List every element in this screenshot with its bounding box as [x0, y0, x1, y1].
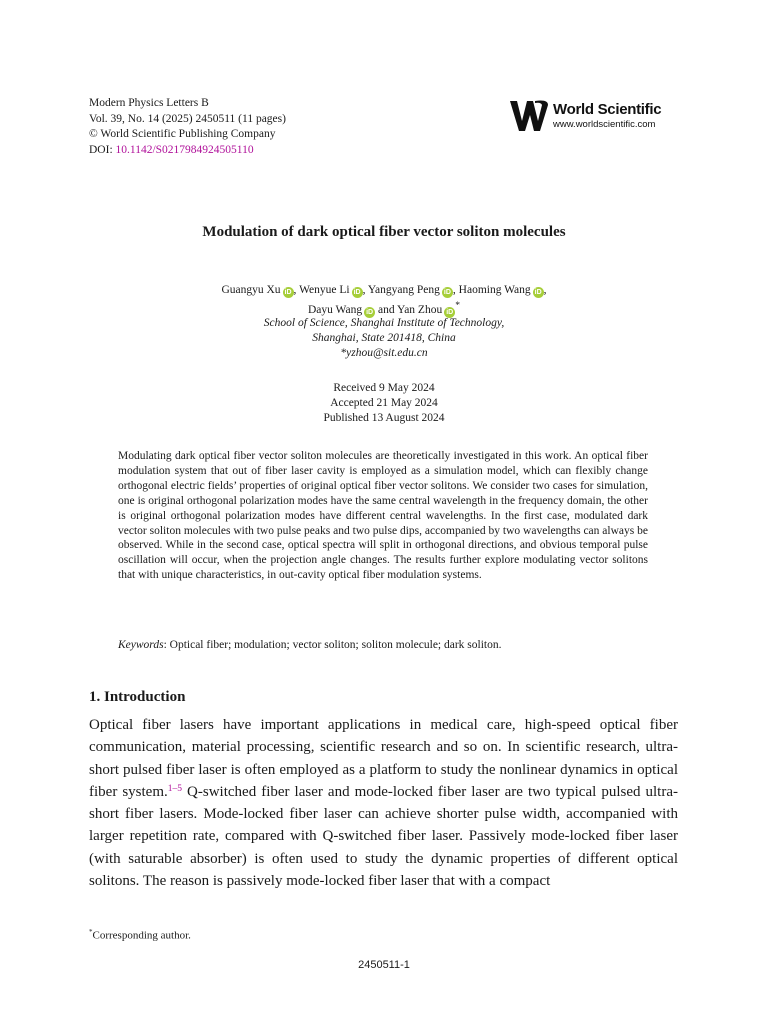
orcid-icon[interactable]: iD — [353, 289, 361, 296]
affiliation-line-2: Shanghai, State 201418, China — [312, 332, 456, 344]
logo-url: www.worldscientific.com — [553, 119, 656, 130]
affiliation-email: *yzhou@sit.edu.cn — [340, 347, 428, 359]
date-published: Published 13 August 2024 — [323, 412, 445, 424]
journal-name: Modern Physics Letters B — [89, 97, 209, 109]
corresponding-mark: * — [455, 300, 461, 311]
introduction-body — [89, 714, 678, 892]
journal-header — [89, 96, 286, 158]
world-scientific-logo-mark — [508, 99, 550, 133]
orcid-icon[interactable]: iD — [446, 308, 454, 316]
affiliation — [0, 316, 768, 361]
footnote-mark: * — [89, 928, 93, 936]
keywords — [118, 638, 648, 653]
publication-dates — [0, 381, 768, 426]
page-number: 2450511-1 — [358, 959, 410, 971]
footnote — [89, 928, 191, 942]
intro-text-1: Optical fiber lasers have important applications in medical care, high-speed optical fiber communication, material processing, scientific research and so on. In scientific research, ultra-short pulsed fiber laser is often employed as a platform to study the nonlinear dynamics in optical fiber system. — [89, 717, 678, 800]
orcid-icon[interactable]: iD — [284, 289, 292, 296]
author-name: Yangyang Peng — [367, 284, 440, 296]
keywords-label: Keywords — [118, 639, 164, 651]
author-list: Guangyu Xu iD , Wenyue Li iD , Yangyang Peng iD , Haoming Wang iD , Dayu Wang iD and Yan Zhou iD* — [221, 284, 547, 316]
keywords-text: : Optical fiber; modulation; vector soliton; soliton molecule; dark soliton. — [163, 639, 502, 651]
orcid-icon[interactable]: iD — [366, 308, 374, 316]
intro-text-2: Q-switched fiber laser and mode-locked fiber laser are two typical pulsed ultra-short fiber lasers. Mode-locked fiber laser can achieve shorter pulse width, accompanied with larger repetition rate, compared with Q-switched fiber laser. Passively mode-locked fiber laser (with saturable absorber) is often used to study the dynamic properties of different optical solitons. The reason is passively mode-locked fiber laser that with a compact — [89, 783, 678, 890]
journal-copyright: © World Scientific Publishing Company — [89, 128, 276, 140]
author-name: Haoming Wang — [458, 284, 531, 296]
orcid-icon[interactable]: iD — [534, 289, 542, 296]
orcid-icon[interactable]: iD — [443, 289, 451, 296]
world-scientific-logo — [508, 99, 678, 135]
affiliation-line-1: School of Science, Shanghai Institute of Technology, — [263, 317, 505, 329]
date-accepted: Accepted 21 May 2024 — [330, 397, 438, 409]
author-name: Dayu Wang — [307, 303, 363, 316]
footnote-text: Corresponding author. — [92, 929, 191, 942]
author-name: Yan Zhou — [397, 303, 443, 316]
logo-name: World Scientific — [553, 101, 662, 118]
section-heading: 1. Introduction — [89, 689, 186, 705]
author-name: Guangyu Xu — [221, 284, 281, 296]
date-received: Received 9 May 2024 — [333, 382, 435, 394]
doi-label: DOI: — [89, 143, 113, 156]
abstract: Modulating dark optical fiber vector soliton molecules are theoretically investigated in this work. An optical fiber modulation system that out of fiber laser cavity is employed as a simulation model, which can flexibly change orthogonal electric fields’ properties of original optical fiber vector solitons. We consider two cases for simulation, one is original orthogonal polarization modes have the same central wavelength in the frequency domain, the other is original orthogonal polarization modes have different central wavelengths. In the first case, modulated dark vector soliton molecules with two pulse peaks and two pulse dips, accompanied by two wavelengths can always be observed. While in the second case, optical spectra will split in orthogonal directions, and obvious temporal pulse oscillation will occur, when the projection angle changes. The results further explore modulating vector solitons that with unique characteristics, in out-cavity optical fiber modulation systems. — [118, 450, 648, 582]
paper-title: Modulation of dark optical fiber vector soliton molecules — [202, 224, 566, 240]
journal-volume: Vol. 39, No. 14 (2025) 2450511 (11 pages) — [89, 112, 286, 125]
author-name: Wenyue Li — [299, 284, 350, 296]
journal-doi — [89, 143, 286, 159]
author-and: and — [377, 303, 395, 316]
citation-link[interactable]: 1–5 — [167, 783, 183, 794]
doi-link[interactable]: 10.1142/S0217984924505110 — [115, 143, 254, 156]
